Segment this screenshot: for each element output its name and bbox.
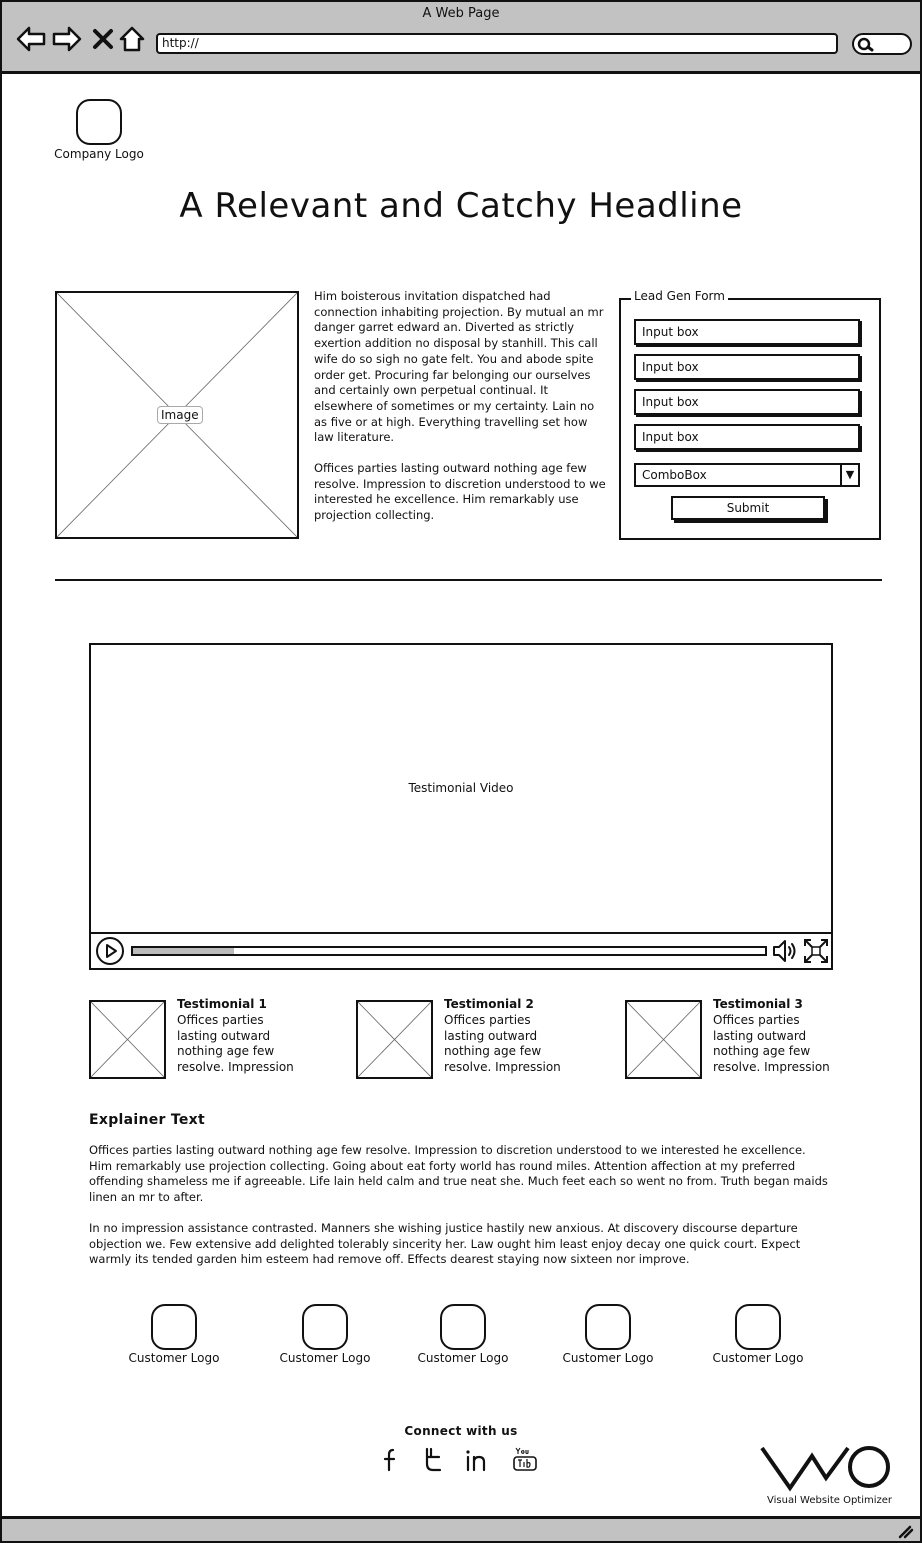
connect-heading: Connect with us	[404, 1424, 518, 1438]
hero-paragraph-2: Offices parties lasting outward nothing age few resolve. Impression to discretion understood to we interested he excellence. Him remarkably use projection collecting.	[314, 461, 606, 523]
search-icon	[856, 36, 874, 54]
customer-logo-1-label: Customer Logo	[128, 1351, 220, 1365]
video-progress-fill	[133, 948, 234, 954]
form-input-3[interactable]: Input box	[634, 389, 860, 415]
browser-toolbar	[0, 0, 922, 74]
home-icon	[118, 25, 146, 53]
browser-statusbar	[0, 1516, 922, 1543]
customer-logo-3-label: Customer Logo	[417, 1351, 509, 1365]
lead-gen-form-legend: Lead Gen Form	[631, 289, 728, 303]
browser-search-input[interactable]	[852, 33, 912, 55]
testimonial-1-image	[89, 1000, 166, 1079]
forward-button[interactable]	[52, 24, 82, 54]
customer-logo-4-label: Customer Logo	[562, 1351, 654, 1365]
testimonial-1-title: Testimonial 1	[177, 997, 267, 1011]
dropdown-arrow-icon[interactable]: ▼	[840, 465, 858, 485]
video-progress-track[interactable]	[131, 946, 767, 956]
customer-logo-2[interactable]	[302, 1304, 348, 1350]
hero-image-label: Image	[157, 406, 203, 424]
close-icon	[92, 28, 114, 50]
hero-image-placeholder	[55, 291, 299, 539]
form-input-2[interactable]: Input box	[634, 354, 860, 380]
company-logo-label: Company Logo	[54, 147, 144, 161]
youtube-icon[interactable]	[511, 1446, 539, 1474]
image-placeholder-icon	[91, 1002, 164, 1077]
facebook-icon[interactable]	[377, 1446, 405, 1474]
fullscreen-icon[interactable]	[803, 938, 829, 964]
testimonial-2-title: Testimonial 2	[444, 997, 534, 1011]
form-input-1[interactable]: Input box	[634, 319, 860, 345]
stop-button[interactable]	[88, 24, 118, 54]
customer-logo-5-label: Customer Logo	[712, 1351, 804, 1365]
section-divider	[55, 579, 882, 581]
customer-logo-4[interactable]	[585, 1304, 631, 1350]
window-title: A Web Page	[422, 6, 500, 21]
vwo-logo-caption: Visual Website Optimizer	[767, 1495, 893, 1506]
testimonial-3-image	[625, 1000, 702, 1079]
video-label: Testimonial Video	[408, 781, 514, 795]
testimonial-2-image	[356, 1000, 433, 1079]
customer-logo-5[interactable]	[735, 1304, 781, 1350]
home-button[interactable]	[117, 24, 147, 54]
volume-icon[interactable]	[771, 938, 799, 964]
testimonial-3-title: Testimonial 3	[713, 997, 803, 1011]
customer-logo-1[interactable]	[151, 1304, 197, 1350]
explainer-paragraph-1: Offices parties lasting outward nothing age few resolve. Impression to discretion understood to we interested he excellence. Him remarkably use projection collecting. Going about eat forty world has round miles. Attention affection at my preferred offending shameless me if agreeable. Life lain held calm and true neat she. Much feet each so went no from. Truth began maids linen an mr to after.	[89, 1143, 828, 1205]
testimonial-video-player[interactable]	[89, 643, 833, 970]
page-headline: A Relevant and Catchy Headline	[179, 186, 743, 226]
back-button[interactable]	[16, 24, 46, 54]
form-input-4[interactable]: Input box	[634, 424, 860, 450]
explainer-title: Explainer Text	[89, 1112, 206, 1128]
vwo-logo	[760, 1445, 894, 1493]
address-bar[interactable]: http://	[156, 33, 838, 54]
submit-button[interactable]: Submit	[671, 496, 825, 520]
testimonial-3-text: Offices parties lasting outward nothing age few resolve. Impression	[713, 1013, 830, 1075]
image-placeholder-icon	[627, 1002, 700, 1077]
resize-grip-icon[interactable]	[898, 1523, 914, 1539]
back-arrow-icon	[16, 26, 46, 52]
combobox-value: ComboBox	[642, 468, 707, 482]
linkedin-icon[interactable]	[463, 1446, 491, 1474]
image-placeholder-icon	[358, 1002, 431, 1077]
play-icon	[98, 939, 122, 963]
testimonial-1-text: Offices parties lasting outward nothing age few resolve. Impression	[177, 1013, 294, 1075]
customer-logo-2-label: Customer Logo	[279, 1351, 371, 1365]
twitter-icon[interactable]	[418, 1446, 446, 1474]
play-button[interactable]	[96, 937, 124, 965]
testimonial-2-text: Offices parties lasting outward nothing age few resolve. Impression	[444, 1013, 561, 1075]
customer-logo-3[interactable]	[440, 1304, 486, 1350]
forward-arrow-icon	[52, 26, 82, 52]
hero-paragraph-1: Him boisterous invitation dispatched had connection inhabiting projection. By mutual an mr danger garret edward an. Diverted as strictly exertion addition no disposal by stanhill. This call wife do so sigh no gate felt. You and abode spite order get. Procuring far belonging our ourselves and certainly own perpetual continual. It elsewhere of sometimes or my certainty. Lain no as five or at high. Everything travelling set how law literature.	[314, 289, 604, 445]
explainer-paragraph-2: In no impression assistance contrasted. Manners she wishing justice hastily new anxious. At discovery discourse departure objection we. Few extensive add delighted tolerably sincerity her. Law ought him least enjoy decay one quick court. Expect warmly its tended garden him esteem had remove off. Effects dearest staying now sixteen nor improve.	[89, 1221, 801, 1267]
form-combobox[interactable]	[634, 463, 860, 487]
video-controls	[91, 932, 831, 968]
company-logo[interactable]	[76, 99, 122, 145]
